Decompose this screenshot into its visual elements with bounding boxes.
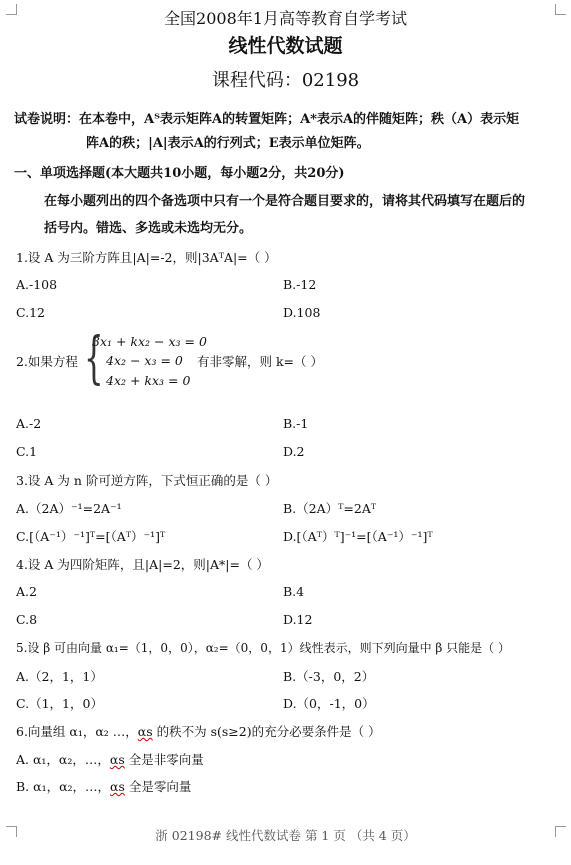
q6-stem xyxy=(16,722,381,740)
q4-option-c: C.8 xyxy=(16,612,38,627)
q1-option-a: A.-108 xyxy=(16,277,58,292)
q6-a-alpha-s: αs xyxy=(109,752,125,767)
q2-option-d: D.2 xyxy=(283,444,305,459)
q5-option-c: C.（1，1，0） xyxy=(16,696,103,711)
q6-a-prefix: A. α₁，α₂，…， xyxy=(16,752,110,767)
system-brace: { xyxy=(84,326,104,391)
q3-stem: 3.设 A 为 n 阶可逆方阵，下式恒正确的是（ ） xyxy=(16,473,278,488)
section-desc-1: 在每小题列出的四个备选项中只有一个是符合题目要求的，请将其代码填写在题后的 xyxy=(44,194,526,209)
q3-option-a: A.（2A）⁻¹=2A⁻¹ xyxy=(16,501,122,516)
q5-stem: 5.设 β 可由向量 α₁=（1，0，0），α₂=（0，0，1）线性表示，则下列向量中 β 只能是（ ） xyxy=(16,641,510,655)
subject-title: 线性代数试题 xyxy=(228,35,343,57)
section-desc-2: 括号内。错选、多选或未选均无分。 xyxy=(44,221,253,236)
instructions-line-1: 试卷说明：在本卷中，Aᵀ表示矩阵A的转置矩阵；A*表示A的伴随矩阵；秩（A）表示矩 xyxy=(14,112,520,127)
q2-prefix: 2.如果方程 xyxy=(16,354,78,369)
q6-stem-alpha-s: αs xyxy=(137,724,153,739)
q6-stem-suffix: 的秩不为 s(s≥2)的充分必要条件是（ ） xyxy=(152,724,381,739)
q2-equation-1: 3x₁ + kx₂ − x₃ = 0 xyxy=(92,334,207,349)
q4-stem: 4.设 A 为四阶矩阵，且|A|=2，则|A*|=（ ） xyxy=(16,557,269,572)
q1-option-c: C.12 xyxy=(16,305,45,320)
instructions-line-2: 阵A的秩；|A|表示A的行列式；E表示单位矩阵。 xyxy=(86,136,370,151)
q2-option-c: C.1 xyxy=(16,444,38,459)
q3-option-d: D.[（Aᵀ）ᵀ]⁻¹=[（A⁻¹）⁻¹]ᵀ xyxy=(283,529,433,544)
course-code: 课程代码：02198 xyxy=(211,70,360,91)
q3-option-c: C.[（A⁻¹）⁻¹]ᵀ=[（Aᵀ）⁻¹]ᵀ xyxy=(16,529,166,544)
q6-b-alpha-s: αs xyxy=(110,779,125,794)
q1-option-b: B.-12 xyxy=(283,277,317,292)
q4-option-d: D.12 xyxy=(283,612,313,627)
q5-option-b: B.（-3，0，2） xyxy=(283,669,375,684)
q2-equation-2: 4x₂ − x₃ = 0 xyxy=(106,353,183,368)
q6-b-suffix: 全是零向量 xyxy=(124,779,192,794)
q6-a-suffix: 全是非零向量 xyxy=(124,752,204,767)
exam-title: 全国2008年1月高等教育自学考试 xyxy=(164,9,407,28)
q5-option-a: A.（2，1，1） xyxy=(16,669,103,684)
q4-option-a: A.2 xyxy=(16,584,37,599)
page-footer: 浙 02198# 线性代数试卷 第 1 页 （共 4 页） xyxy=(155,828,416,843)
q4-option-b: B.4 xyxy=(283,584,305,599)
q6-option-b xyxy=(16,777,191,795)
q2-option-b: B.-1 xyxy=(283,416,309,431)
q6-b-prefix: B. α₁，α₂，…， xyxy=(16,779,111,794)
section-title: 一、单项选择题(本大题共10小题，每小题2分，共20分) xyxy=(14,166,345,181)
q2-option-a: A.-2 xyxy=(16,416,42,431)
q1-stem: 1.设 A 为三阶方阵且|A|=-2，则|3AᵀA|=（ ） xyxy=(16,250,277,265)
q2-suffix: 有非零解，则 k=（ ） xyxy=(197,354,323,369)
q2-equation-3: 4x₂ + kx₃ = 0 xyxy=(106,373,191,388)
q6-option-a xyxy=(16,750,204,768)
q3-option-b: B.（2A）ᵀ=2Aᵀ xyxy=(283,501,377,516)
q5-option-d: D.（0，-1，0） xyxy=(283,696,375,711)
q6-stem-prefix: 6.向量组 α₁，α₂ …， xyxy=(16,724,138,739)
q1-option-d: D.108 xyxy=(283,305,321,320)
